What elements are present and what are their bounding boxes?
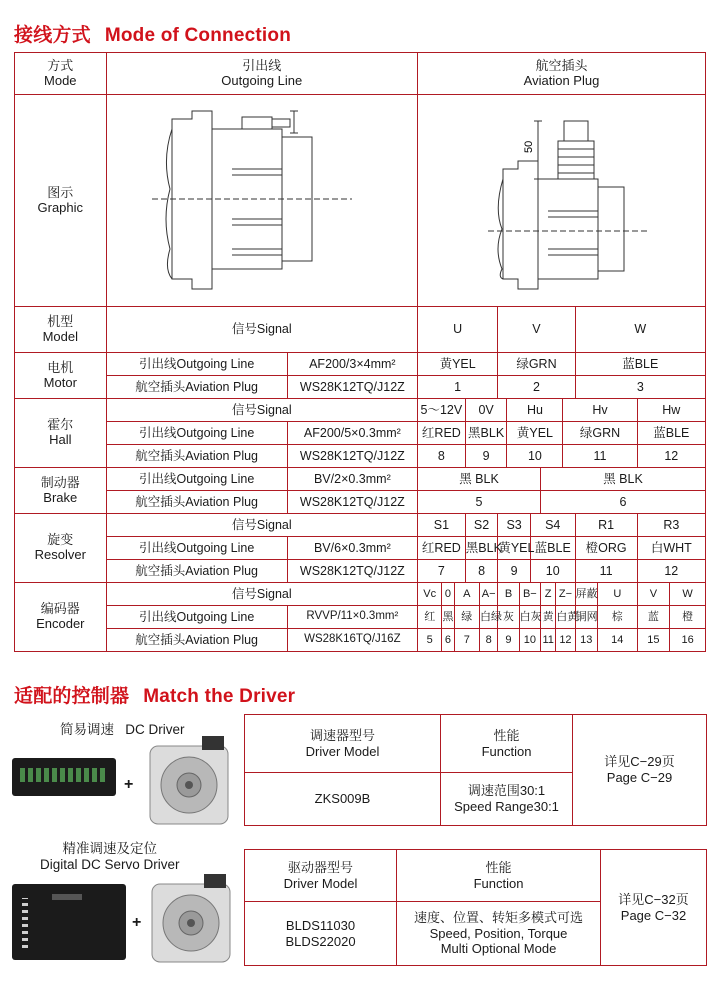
encoder-signal: 屏蔽 <box>575 583 597 606</box>
brake-plug-pin: 5 <box>417 491 540 514</box>
encoder-plug-pin: 6 <box>442 629 454 652</box>
row-label: 航空插头Aviation Plug <box>106 629 287 652</box>
encoder-signal-row <box>15 583 706 606</box>
hall-plug-spec: WS28K12TQ/J12Z <box>287 445 417 468</box>
resolver-signal: S1 <box>417 514 465 537</box>
row-label: 引出线Outgoing Line <box>106 606 287 629</box>
signal-u: U <box>417 307 497 353</box>
brake-label: 制动器 Brake <box>15 468 107 514</box>
resolver-label: 旋变 Resolver <box>15 514 107 583</box>
brake-plug-row <box>15 491 706 514</box>
brake-outgoing-spec: BV/2×0.3mm² <box>287 468 417 491</box>
encoder-plug-pin: 10 <box>519 629 540 652</box>
outgoing-line-drawing-cell <box>106 95 417 307</box>
resolver-signal: S4 <box>530 514 575 537</box>
hall-outgoing-row <box>15 422 706 445</box>
motor-outgoing-value: 绿GRN <box>498 353 575 376</box>
aviation-plug-drawing-cell <box>417 95 705 307</box>
encoder-outgoing-value: 绿 <box>454 606 479 629</box>
motor-plug-spec: WS28K12TQ/J12Z <box>287 376 417 399</box>
signal-header: 信号Signal <box>106 583 417 606</box>
function-value: 调速范围30:1 Speed Range30:1 <box>441 773 573 826</box>
hall-outgoing-value: 蓝BLE <box>637 422 705 445</box>
brake-plug-spec: WS28K12TQ/J12Z <box>287 491 417 514</box>
resolver-signal: S3 <box>498 514 531 537</box>
encoder-plug-spec: WS28K16TQ/J16Z <box>287 629 417 652</box>
resolver-plug-pin: 9 <box>498 560 531 583</box>
hall-outgoing-value: 红RED <box>417 422 465 445</box>
encoder-plug-pin: 7 <box>454 629 479 652</box>
function-header: 性能 Function <box>441 715 573 773</box>
encoder-signal: B− <box>519 583 540 606</box>
row-label: 航空插头Aviation Plug <box>106 491 287 514</box>
encoder-outgoing-value: 黄 <box>541 606 556 629</box>
encoder-plug-pin: 14 <box>597 629 637 652</box>
resolver-outgoing-spec: BV/6×0.3mm² <box>287 537 417 560</box>
motor-outgoing-value: 黄YEL <box>417 353 497 376</box>
resolver-plug-pin: 11 <box>575 560 637 583</box>
driver-model-header: 驱动器型号 Driver Model <box>245 850 397 902</box>
hall-outgoing-value: 黑BLK <box>465 422 507 445</box>
motor-plug-pin: 1 <box>417 376 497 399</box>
section-title-cn: 接线方式 <box>14 25 91 46</box>
driver-model-value: ZKS009B <box>245 773 441 826</box>
aviation-plug-motor-drawing <box>418 99 708 299</box>
encoder-plug-pin: 12 <box>556 629 575 652</box>
encoder-signal: Z− <box>556 583 575 606</box>
resolver-plug-pin: 8 <box>465 560 498 583</box>
hall-signal: Hw <box>637 399 705 422</box>
encoder-signal: 0 <box>442 583 454 606</box>
resolver-outgoing-value: 橙ORG <box>575 537 637 560</box>
header-row <box>15 53 706 95</box>
display-icon <box>52 894 82 900</box>
resolver-outgoing-value: 红RED <box>417 537 465 560</box>
resolver-outgoing-value: 白WHT <box>637 537 705 560</box>
motor-plug-pin: 2 <box>498 376 575 399</box>
hall-outgoing-spec: AF200/5×0.3mm² <box>287 422 417 445</box>
brake-outgoing-value: 黑 BLK <box>417 468 540 491</box>
servo-driver-image <box>12 884 126 960</box>
resolver-signal: R1 <box>575 514 637 537</box>
row-label: 航空插头Aviation Plug <box>106 445 287 468</box>
hall-plug-pin: 9 <box>465 445 507 468</box>
row-label: 引出线Outgoing Line <box>106 468 287 491</box>
dc-driver-image <box>12 758 116 796</box>
plus-icon: + <box>132 914 142 931</box>
resolver-plug-pin: 12 <box>637 560 705 583</box>
connection-table <box>14 52 706 652</box>
page-reference: 详见C−29页 Page C−29 <box>573 715 707 826</box>
encoder-plug-pin: 11 <box>541 629 556 652</box>
encoder-outgoing-value: 白绿 <box>480 606 498 629</box>
hall-signal: Hv <box>563 399 637 422</box>
resolver-outgoing-value: 黄YEL <box>498 537 531 560</box>
hall-plug-pin: 10 <box>507 445 563 468</box>
row-label: 引出线Outgoing Line <box>106 537 287 560</box>
terminal-block-icon <box>20 768 108 782</box>
terminal-block-icon <box>22 898 28 948</box>
encoder-plug-pin: 16 <box>670 629 706 652</box>
encoder-outgoing-value: 红 <box>417 606 441 629</box>
encoder-signal: U <box>597 583 637 606</box>
plug-header: 航空插头 Aviation Plug <box>417 53 705 95</box>
hall-plug-pin: 12 <box>637 445 705 468</box>
signal-header: 信号Signal <box>106 514 417 537</box>
hall-plug-pin: 11 <box>563 445 637 468</box>
motor-image <box>146 736 238 828</box>
function-header: 性能 Function <box>397 850 601 902</box>
encoder-signal: A− <box>480 583 498 606</box>
encoder-outgoing-value: 灰 <box>498 606 519 629</box>
outgoing-line-motor-drawing <box>112 99 412 299</box>
resolver-outgoing-row <box>15 537 706 560</box>
page-reference: 详见C−32页 Page C−32 <box>601 850 707 966</box>
row-label: 航空插头Aviation Plug <box>106 376 287 399</box>
encoder-plug-pin: 13 <box>575 629 597 652</box>
encoder-signal: W <box>670 583 706 606</box>
encoder-plug-pin: 15 <box>637 629 670 652</box>
servo-driver-table <box>244 849 707 966</box>
hall-signal: Hu <box>507 399 563 422</box>
plus-icon: + <box>124 776 134 793</box>
encoder-label: 编码器 Encoder <box>15 583 107 652</box>
encoder-signal: A <box>454 583 479 606</box>
brake-plug-pin: 6 <box>541 491 706 514</box>
encoder-signal: Vc <box>417 583 441 606</box>
section-title-driver <box>14 681 295 708</box>
encoder-outgoing-value: 白灰 <box>519 606 540 629</box>
encoder-plug-pin: 5 <box>417 629 441 652</box>
plug-dimension-label: 50 <box>522 140 535 153</box>
encoder-signal: B <box>498 583 519 606</box>
graphic-row <box>15 95 706 307</box>
model-label: 机型 Model <box>15 307 107 353</box>
signal-v: V <box>498 307 575 353</box>
section-title-connection <box>14 20 291 47</box>
encoder-plug-pin: 9 <box>498 629 519 652</box>
motor-label: 电机 Motor <box>15 353 107 399</box>
hall-plug-row <box>15 445 706 468</box>
resolver-plug-row <box>15 560 706 583</box>
encoder-outgoing-row <box>15 606 706 629</box>
row-label: 航空插头Aviation Plug <box>106 560 287 583</box>
servo-driver-caption: 精准调速及定位 Digital DC Servo Driver <box>40 841 180 872</box>
encoder-outgoing-value: 棕 <box>597 606 637 629</box>
outgoing-header: 引出线 Outgoing Line <box>106 53 417 95</box>
hall-signal: 5～12V <box>417 399 465 422</box>
resolver-signal-row <box>15 514 706 537</box>
encoder-outgoing-value: 蓝 <box>637 606 670 629</box>
hall-signal: 0V <box>465 399 507 422</box>
hall-signal-row <box>15 399 706 422</box>
dc-driver-table <box>244 714 707 826</box>
encoder-outgoing-value: 铜网 <box>575 606 597 629</box>
resolver-plug-pin: 7 <box>417 560 465 583</box>
signal-header: 信号Signal <box>106 399 417 422</box>
dc-driver-caption: 简易调速 DC Driver <box>60 722 185 737</box>
section-title-en: Mode of Connection <box>104 25 291 46</box>
model-row <box>15 307 706 353</box>
encoder-outgoing-value: 黑 <box>442 606 454 629</box>
resolver-signal: S2 <box>465 514 498 537</box>
mode-header: 方式 Mode <box>15 53 107 95</box>
motor-outgoing-row <box>15 353 706 376</box>
encoder-plug-pin: 8 <box>480 629 498 652</box>
resolver-plug-pin: 10 <box>530 560 575 583</box>
driver-model-value: BLDS11030 BLDS22020 <box>245 902 397 966</box>
hall-outgoing-value: 黄YEL <box>507 422 563 445</box>
motor-plug-pin: 3 <box>575 376 705 399</box>
function-value: 速度、位置、转矩多模式可选 Speed, Position, Torque Multi Optional Mode <box>397 902 601 966</box>
resolver-outgoing-value: 黑BLK <box>465 537 498 560</box>
signal-w: W <box>575 307 705 353</box>
motor-outgoing-value: 蓝BLE <box>575 353 705 376</box>
driver-model-header: 调速器型号 Driver Model <box>245 715 441 773</box>
resolver-outgoing-value: 蓝BLE <box>530 537 575 560</box>
encoder-outgoing-value: 白黄 <box>556 606 575 629</box>
hall-plug-pin: 8 <box>417 445 465 468</box>
brake-outgoing-value: 黑 BLK <box>541 468 706 491</box>
encoder-plug-row <box>15 629 706 652</box>
hall-outgoing-value: 绿GRN <box>563 422 637 445</box>
encoder-signal: V <box>637 583 670 606</box>
motor-plug-row <box>15 376 706 399</box>
encoder-outgoing-spec: RVVP/11×0.3mm² <box>287 606 417 629</box>
encoder-outgoing-value: 橙 <box>670 606 706 629</box>
row-label: 引出线Outgoing Line <box>106 422 287 445</box>
brake-outgoing-row <box>15 468 706 491</box>
row-label: 引出线Outgoing Line <box>106 353 287 376</box>
motor-image <box>148 874 240 966</box>
graphic-label: 图示 Graphic <box>15 95 107 307</box>
hall-label: 霍尔 Hall <box>15 399 107 468</box>
section-title-cn: 适配的控制器 <box>14 686 130 707</box>
signal-header: 信号Signal <box>106 307 417 353</box>
resolver-plug-spec: WS28K12TQ/J12Z <box>287 560 417 583</box>
section-title-en: Match the Driver <box>143 686 296 707</box>
motor-outgoing-spec: AF200/3×4mm² <box>287 353 417 376</box>
resolver-signal: R3 <box>637 514 705 537</box>
encoder-signal: Z <box>541 583 556 606</box>
